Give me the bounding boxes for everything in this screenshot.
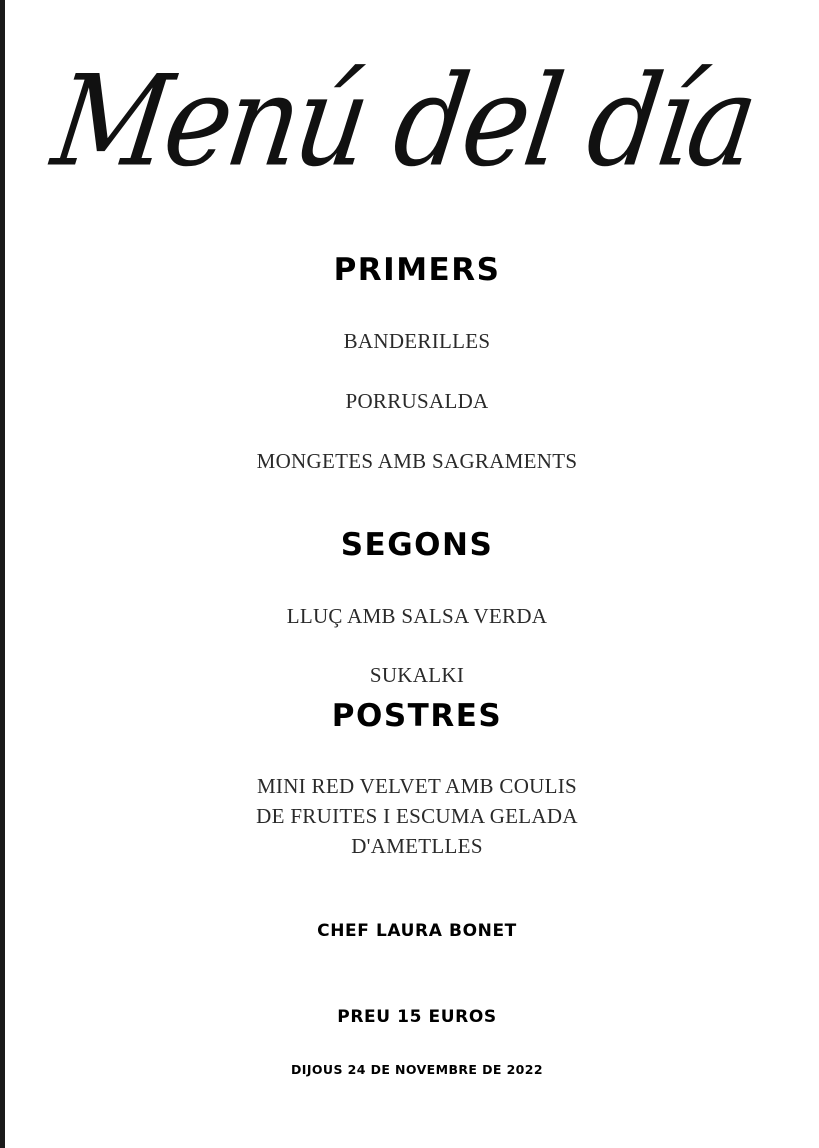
menu-page <box>5 0 819 1148</box>
price-info <box>10 1007 819 1027</box>
section-postres <box>10 698 819 734</box>
section-segons <box>10 527 819 563</box>
chef-name: CHEF LAURA BONET <box>317 921 517 941</box>
dish-item <box>10 326 819 356</box>
menu-title: Menú del día <box>44 49 762 195</box>
dish-red-velvet-line-3: D'AMETLLES <box>351 834 483 858</box>
dish-item <box>10 446 819 476</box>
menu-price: PREU 15 EUROS <box>337 1007 497 1027</box>
dish-lluc: LLUÇ AMB SALSA VERDA <box>286 604 548 628</box>
section-heading-primers: PRIMERS <box>333 252 501 288</box>
dish-sukalki: SUKALKI <box>369 663 465 687</box>
section-heading-segons: SEGONS <box>340 527 494 563</box>
dish-red-velvet-line-2: DE FRUITES I ESCUMA GELADA <box>256 804 578 828</box>
chef-credit <box>10 921 819 941</box>
section-heading-postres: POSTRES <box>331 698 503 734</box>
dish-item <box>10 601 819 631</box>
section-primers <box>10 252 819 288</box>
dish-item <box>10 660 819 690</box>
dish-red-velvet-line-1: MINI RED VELVET AMB COULIS <box>256 774 578 798</box>
menu-date: DIJOUS 24 DE NOVEMBRE DE 2022 <box>291 1062 543 1077</box>
dish-mongetes: MONGETES AMB SAGRAMENTS <box>256 449 578 473</box>
date-info <box>10 1062 819 1077</box>
dish-item <box>10 771 819 861</box>
dish-banderilles: BANDERILLES <box>343 329 491 353</box>
dish-item <box>10 386 819 416</box>
dish-porrusalda: PORRUSALDA <box>345 389 489 413</box>
